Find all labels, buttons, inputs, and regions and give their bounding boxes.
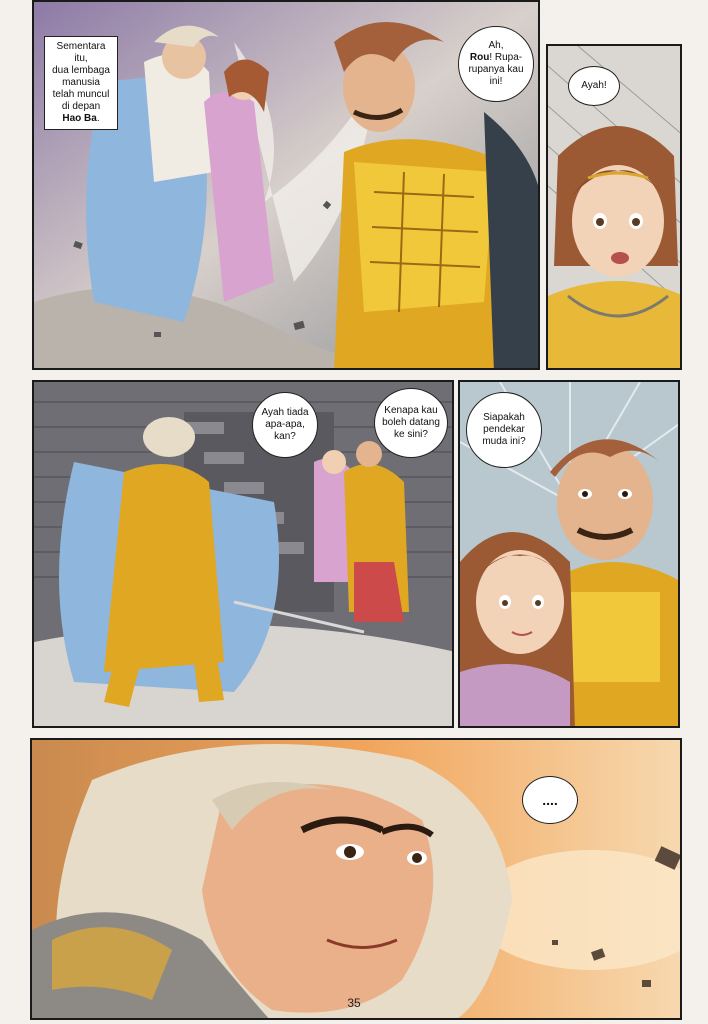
speech-text-why-here: Kenapa kau boleh datang ke sini? [382, 405, 440, 440]
panel-2-daughter [546, 44, 682, 370]
caption-line-3: manusia [62, 77, 100, 88]
panel-5-young-warrior [30, 738, 682, 1020]
panel-4-who-is-this [458, 380, 680, 728]
speech-bubble-ayah [568, 66, 620, 106]
caption-line-5: di depan [61, 101, 101, 112]
speech-bubble-silence [522, 776, 578, 824]
speech-body: ! Rupa-rupanya kau ini! [468, 52, 524, 87]
speech-text-ayah: Ayah! [581, 80, 607, 91]
speech-bubble-why-here [374, 388, 448, 458]
caption-line-4: telah muncul [52, 89, 110, 100]
narration-caption [44, 36, 118, 130]
speech-bubble-hao-ba [458, 26, 534, 102]
panel-5-art [32, 740, 682, 1020]
panel-1-confrontation [32, 0, 540, 370]
speech-bubble-ayah-ok [252, 392, 318, 458]
speech-bubble-who [466, 392, 542, 468]
speech-text-silence: .... [542, 792, 558, 808]
speech-text-who: Siapakah pendekar muda ini? [482, 412, 526, 447]
caption-end: . [96, 113, 100, 124]
page-number: 35 [347, 996, 361, 1010]
speech-text-ayah-ok: Ayah tiada apa-apa, kan? [261, 407, 309, 442]
speech-text-hao-ba [465, 40, 527, 88]
caption-name: Hao Ba [62, 113, 97, 124]
panel-3-stairs [32, 380, 454, 728]
speech-name-rou: Rou [469, 52, 490, 63]
caption-line-2: dua lembaga [52, 65, 110, 76]
caption-line-1: Sementara itu, [56, 41, 106, 64]
speech-pre: Ah, [488, 40, 504, 51]
